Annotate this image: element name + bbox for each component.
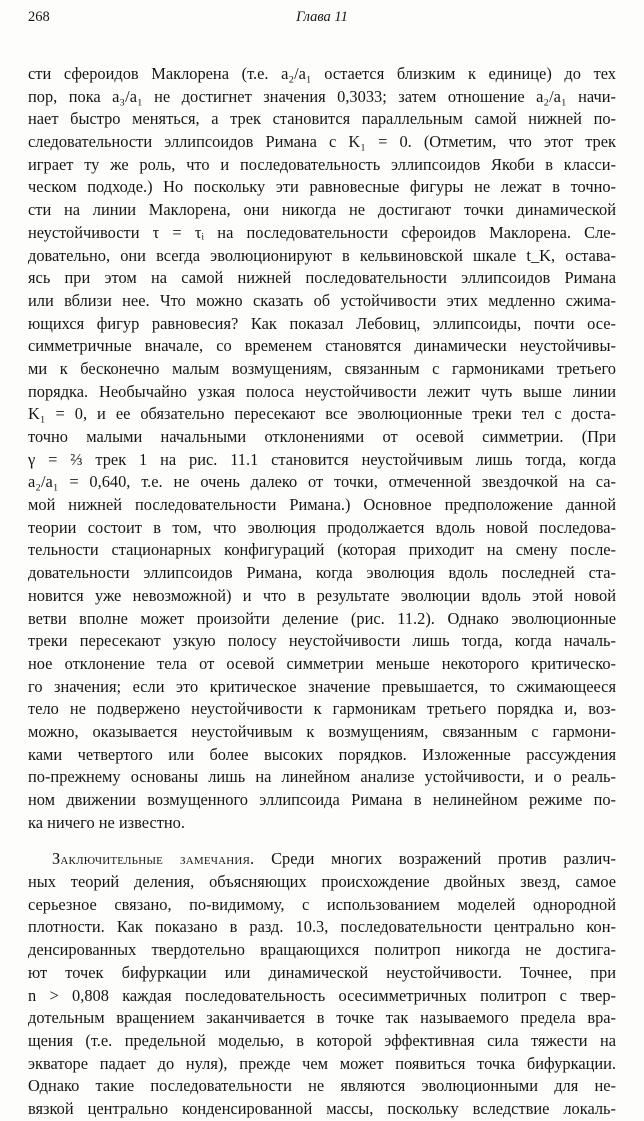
text-line: симметричные вначале, со временем становятся динамически неустойчивы- xyxy=(28,336,616,356)
text-line: новится уже невозможной) и что в результате эволюции вдоль этой новой xyxy=(28,585,616,605)
page-header xyxy=(28,9,616,31)
text-line: пор, пока a₃/a₁ не достигнет значения 0,3033; затем отношение a₂/a₁ начи- xyxy=(28,86,616,106)
running-title: Глава 11 xyxy=(296,9,348,25)
text-line: денсированных твердотельно вращающихся политроп никогда не достига- xyxy=(28,940,616,960)
text-line: γ = ⅔ трек 1 на рис. 11.1 становится неустойчивым лишь тогда, когда xyxy=(28,449,616,469)
text-line: следовательности эллипсоидов Римана с K₁ = 0. (Отметим, что этот трек xyxy=(28,132,616,152)
text-line: ное отклонение тела от осевой симметрии меньше некоторого критическо- xyxy=(28,653,616,673)
text-line: ясь при этом на самой нижней последовательности эллипсоидов Римана xyxy=(28,268,616,288)
text-line: неустойчивости τ = τᵢ на последовательности сфероидов Маклорена. Сле- xyxy=(28,222,616,242)
text-line: треки пересекают узкую полосу неустойчивости лишь тогда, когда началь- xyxy=(28,631,616,651)
paragraph-main xyxy=(28,63,616,834)
text-line: по-прежнему основаны лишь на линейном анализе устойчивости, и о реаль- xyxy=(28,767,616,787)
text-line: сти сфероидов Маклорена (т.е. a₂/a₁ остается близким к единице) до тех xyxy=(28,64,616,83)
text-line: порядка. Необычайно узкая полоса неустойчивости лежит чуть выше линии xyxy=(28,381,616,401)
text-line: серьезное связано, по-видимому, с использованием моделей однородной xyxy=(28,894,616,914)
text-line: n > 0,808 каждая последовательность осесимметричных политроп с твер- xyxy=(28,985,616,1005)
text-line xyxy=(28,848,616,871)
paragraph-concluding-remarks xyxy=(28,848,616,1120)
paragraph-gap xyxy=(28,834,616,848)
text-line: щения (т.е. предельной моделью, в которой эффективная сила тяжести на xyxy=(28,1030,616,1050)
text-line: ками четвертого или более высоких порядков. Изложенные рассуждения xyxy=(28,744,616,764)
text-line: точно малыми начальными отклонениями от осевой симметрии. (При xyxy=(28,427,616,446)
text-line: дотельным вращением заканчивается в точке так называемого предела вра- xyxy=(28,1008,616,1028)
text-line: a₂/a₁ = 0,640, т.е. не очень далеко от точки, отмеченной звездочкой на са- xyxy=(28,472,616,492)
text-line: теории состоит в том, что эволюция продолжается вдоль новой последова- xyxy=(28,517,616,537)
page-number: 268 xyxy=(28,9,50,25)
text-line: го значения; если это критическое значение превышается, то сжимающееся xyxy=(28,676,616,696)
text-line: ют точек бифуркации или динамической неустойчивости. Точнее, при xyxy=(28,962,616,982)
text-line: тельности стационарных конфигураций (которая приходит на смену после- xyxy=(28,540,616,560)
text-line: тело не подвержено неустойчивости к гармоникам третьего порядка и, воз- xyxy=(28,699,616,719)
text-line: ческом подходе.) Но поскольку эти равновесные фигуры не лежат в точно- xyxy=(28,177,616,197)
text-line: вязкой центрально конденсированной массы, поскольку вследствие локаль- xyxy=(28,1098,616,1118)
text-line: ных теорий деления, объясняющих происхождение двойных звезд, самое xyxy=(28,872,616,892)
text-line: можно, оказывается неустойчивым к возмущениям, связанным с гармони- xyxy=(28,721,616,741)
text-line: играет ту же роль, что и последовательность эллипсоидов Якоби в класси- xyxy=(28,154,616,174)
text-line: мой нижней последовательности Римана.) Основное предположение данной xyxy=(28,495,616,515)
heading-line-text: Среди многих возражений против различ- xyxy=(271,849,616,869)
text-line: или вблизи нее. Что можно сказать об устойчивости этих медленно сжима- xyxy=(28,290,616,310)
text-line: плотности. Как показано в разд. 10.3, последовательности центрально кон- xyxy=(28,917,616,937)
text-line: довательности эллипсоидов Римана, когда эволюция вдоль последней ста- xyxy=(28,563,616,583)
section-heading: Заключительные замечания. xyxy=(52,849,255,869)
text-line: довательно, они всегда эволюционируют в кельвиновской шкале t_K, остава- xyxy=(28,245,616,265)
text-line: экваторе падает до нуля), прежде чем может появиться точка бифуркации. xyxy=(28,1053,616,1073)
text-line: сти на линии Маклорена, они никогда не достигают точки динамической xyxy=(28,200,616,220)
text-line: ветви вполне может произойти деление (рис. 11.2). Однако эволюционные xyxy=(28,608,616,628)
text-line: ми к бесконечно малым возмущениям, связанным с гармониками третьего xyxy=(28,358,616,378)
text-line: K₁ = 0, и ее обязательно пересекают все эволюционные треки тел с доста- xyxy=(28,404,616,424)
text-line: ка ничего не известно. xyxy=(28,812,185,832)
text-line: Однако такие последовательности не являются эволюционными для не- xyxy=(28,1076,616,1096)
text-line: нает быстро меняться, а трек становится параллельным самой нижней по- xyxy=(28,109,616,129)
text-line: ющихся фигур равновесия? Как показал Лебовиц, эллипсоиды, почти осе- xyxy=(28,313,616,333)
page-body xyxy=(28,63,616,1121)
text-line: ном движении возмущенного эллипсоида Римана в нелинейном режиме по- xyxy=(28,790,616,809)
